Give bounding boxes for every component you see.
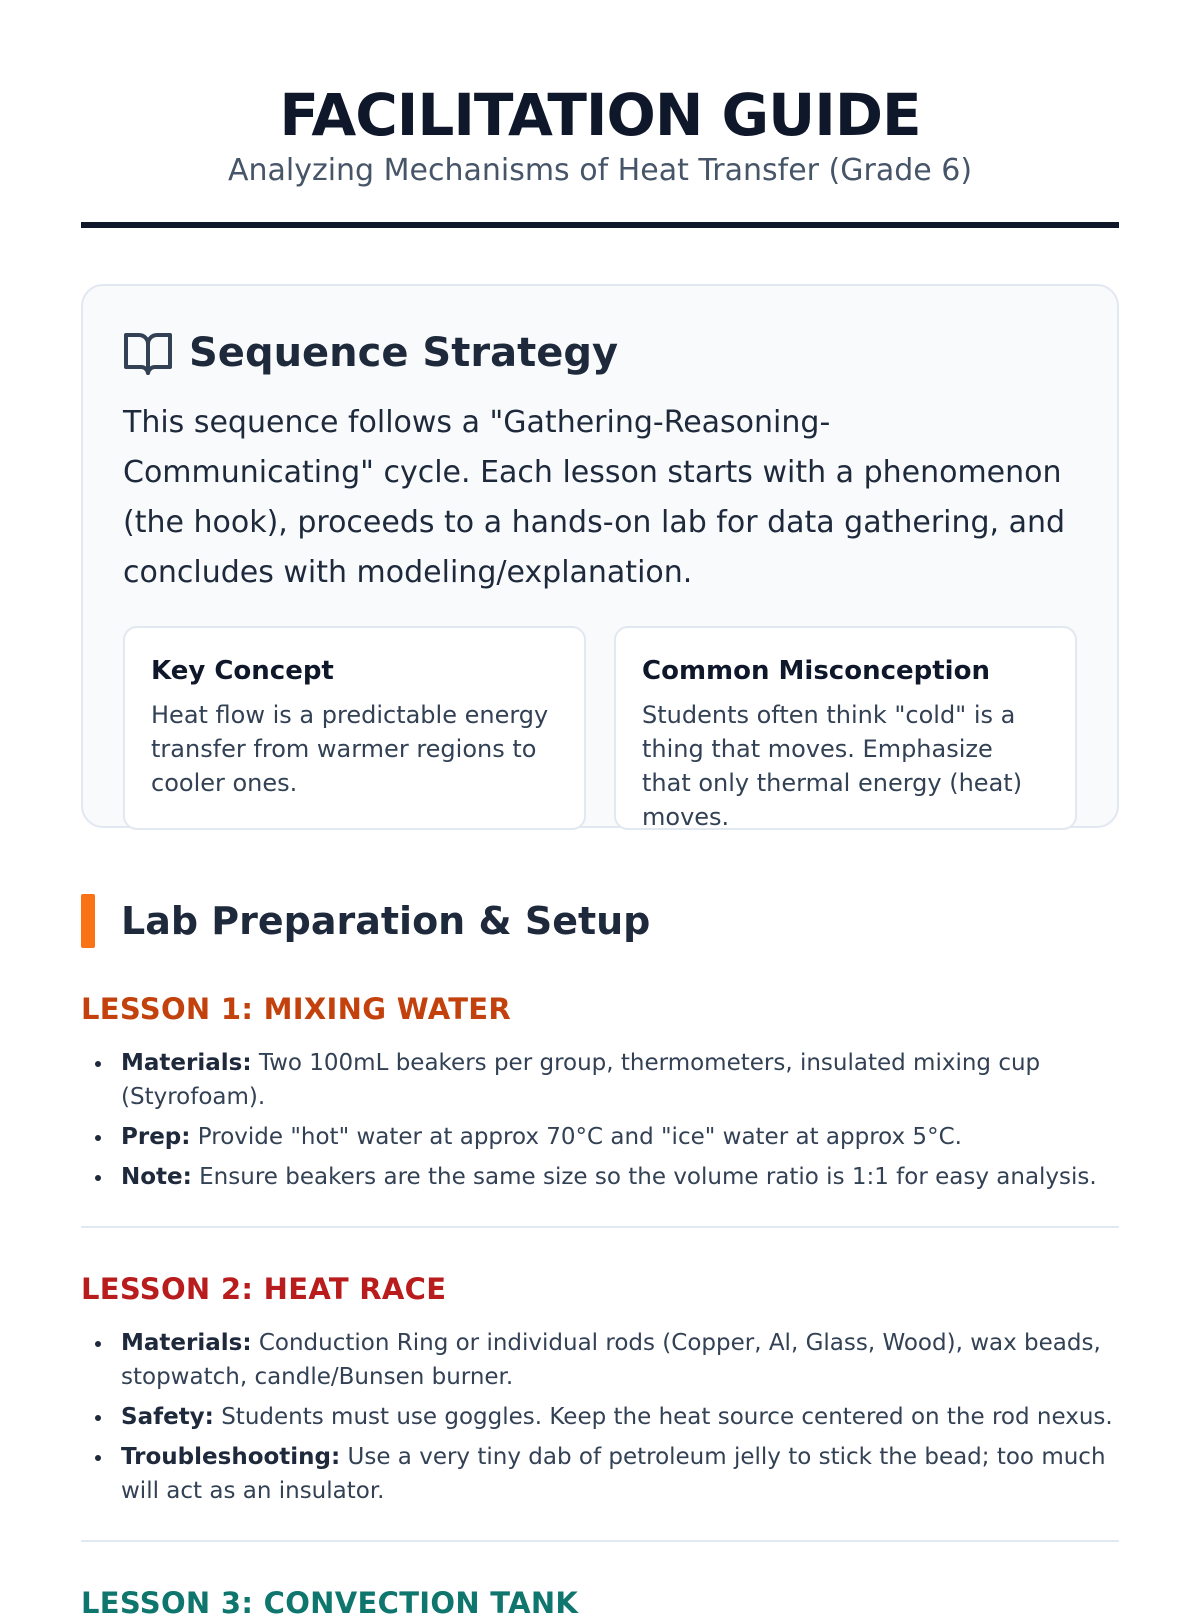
item-label: Materials:: [121, 1050, 252, 1076]
page-subtitle: Analyzing Mechanisms of Heat Transfer (Grade 6): [227, 153, 973, 188]
misconception-box: [614, 626, 1077, 830]
list-item: [81, 1326, 1119, 1394]
page-title: FACILITATION GUIDE: [279, 81, 921, 149]
list-item: [81, 1046, 1119, 1114]
item-label: Materials:: [121, 1330, 252, 1356]
key-concept-title: Key Concept: [151, 656, 334, 686]
item-text: Provide "hot" water at approx 70°C and "ice" water at approx 5°C.: [190, 1124, 962, 1150]
lesson-1: [81, 992, 1119, 1194]
book-icon: [123, 330, 173, 376]
lab-section-heading: [81, 894, 1119, 948]
key-concept-box: [123, 626, 586, 830]
item-text: Conduction Ring or individual rods (Copper, Al, Glass, Wood), wax beads, stopwatch, candle/Bunsen burner.: [121, 1330, 1101, 1390]
item-label: Prep:: [121, 1124, 191, 1150]
item-label: Troubleshooting:: [121, 1444, 341, 1470]
section-accent-bar: [81, 894, 95, 948]
strategy-heading: [123, 326, 1077, 380]
item-label: Safety:: [121, 1404, 214, 1430]
item-text: Students must use goggles. Keep the heat source centered on the rod nexus.: [213, 1404, 1113, 1430]
page-header: [81, 0, 1119, 228]
strategy-title: Sequence Strategy: [189, 330, 619, 376]
lesson-2-list: [81, 1326, 1119, 1508]
misconception-title: Common Misconception: [642, 656, 990, 686]
lesson-3: [81, 1586, 1119, 1620]
lab-section-title: Lab Preparation & Setup: [121, 899, 651, 943]
header-divider: [81, 222, 1119, 228]
sequence-strategy-card: [81, 284, 1119, 831]
lesson-2-title: LESSON 2: HEAT RACE: [81, 1272, 447, 1306]
item-text: Use a very tiny dab of petroleum jelly to stick the bead; too much will act as an insulator.: [121, 1444, 1106, 1504]
key-concept-text: Heat flow is a predictable energy transfer from warmer regions to cooler ones.: [151, 701, 549, 797]
list-item: [81, 1400, 1119, 1434]
lesson-1-list: [81, 1046, 1119, 1194]
item-text: Ensure beakers are the same size so the volume ratio is 1:1 for easy analysis.: [191, 1164, 1097, 1190]
item-text: Two 100mL beakers per group, thermometers, insulated mixing cup (Styrofoam).: [121, 1050, 1041, 1110]
lesson-divider: [81, 1540, 1119, 1542]
lesson-1-title: LESSON 1: MIXING WATER: [81, 992, 512, 1026]
info-boxes: [123, 626, 1077, 830]
lesson-3-title: LESSON 3: CONVECTION TANK: [81, 1586, 579, 1620]
misconception-text: Students often think "cold" is a thing that moves. Emphasize that only thermal energy (heat) moves.: [642, 701, 1023, 831]
list-item: [81, 1120, 1119, 1154]
list-item: [81, 1160, 1119, 1194]
lesson-divider: [81, 1226, 1119, 1228]
lesson-2: [81, 1272, 1119, 1508]
strategy-description: This sequence follows a "Gathering-Reasoning-Communicating" cycle. Each lesson starts with a phenomenon (the hook), proceeds to a hands-on lab for data gathering, and concludes with modeling/explanation.: [123, 405, 1066, 590]
list-item: [81, 1440, 1119, 1508]
item-label: Note:: [121, 1164, 192, 1190]
